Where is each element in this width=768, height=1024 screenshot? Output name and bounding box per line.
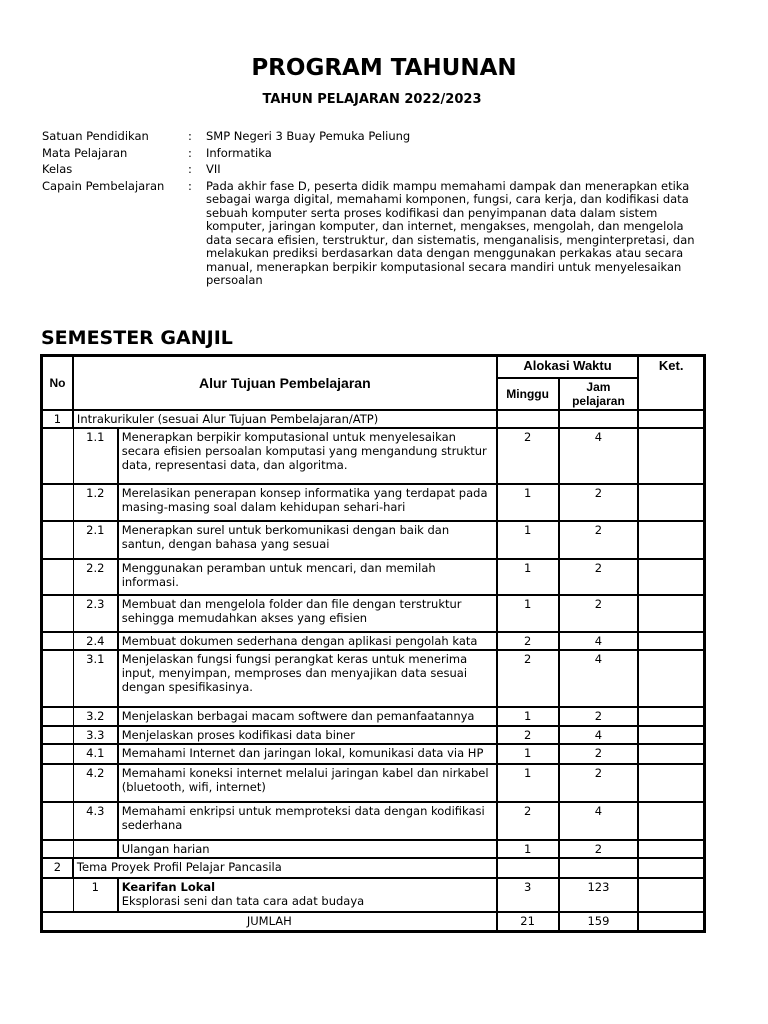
- cell-empty: [42, 595, 73, 632]
- row-ket: [638, 521, 704, 559]
- row-desc: Menjelaskan proses kodifikasi data biner: [118, 726, 497, 744]
- table-row: [42, 840, 704, 858]
- table-row: [42, 632, 704, 650]
- row-jam: 2: [559, 559, 639, 595]
- row-minggu: 2: [497, 632, 559, 650]
- project-minggu: 3: [497, 878, 559, 912]
- info-label: Capain Pembelajaran: [42, 178, 165, 193]
- info-colon: :: [188, 145, 192, 160]
- row-ket: [638, 559, 704, 595]
- row-jam: 2: [559, 484, 639, 521]
- total-minggu: 21: [497, 912, 559, 931]
- row-code: 1.1: [73, 428, 118, 484]
- info-label: Mata Pelajaran: [42, 145, 128, 160]
- project-ket: [638, 878, 704, 912]
- header-no: No: [42, 356, 73, 410]
- section-label: Tema Proyek Profil Pelajar Pancasila: [73, 858, 497, 878]
- header-alokasi: Alokasi Waktu: [497, 356, 639, 378]
- cell-empty: [559, 858, 639, 878]
- info-value: Pada akhir fase D, peserta didik mampu memahami dampak dan menerapkan etika sebagai warga digital, memahami komponen, fungsi, cara kerja, dan kodifikasi data sebuah komputer serta proses kodifikasi dan penyimpanan data dalam sistem komputer, jaringan komputer, dan internet, mengakses, mengolah, dan mengelola data secara efisien, terstruktur, dan sistematis, menganalisis, menginterpretasi, dan melakukan prediksi berdasarkan data dengan menggunakan perkakas atau secara manual, menerapkan berpikir komputasional secara mandiri untuk menyelesaikan persoalan: [206, 178, 695, 287]
- row-jam: 4: [559, 428, 639, 484]
- row-ket: [638, 764, 704, 802]
- row-ket: [638, 428, 704, 484]
- table-row: [42, 484, 704, 521]
- row-jam: 2: [559, 521, 639, 559]
- row-code: 3.2: [73, 707, 118, 726]
- row-ket: [638, 632, 704, 650]
- table-row: [42, 521, 704, 559]
- row-minggu: 2: [497, 726, 559, 744]
- table-row: [42, 650, 704, 707]
- row-desc: Menjelaskan berbagai macam softwere dan pemanfaatannya: [118, 707, 497, 726]
- total-label: JUMLAH: [42, 912, 497, 931]
- header-minggu: Minggu: [497, 378, 559, 410]
- cell-empty: [497, 410, 559, 428]
- row-code: 2.2: [73, 559, 118, 595]
- cell-empty: [42, 559, 73, 595]
- row-ket: [638, 802, 704, 840]
- info-label: Satuan Pendidikan: [42, 129, 149, 143]
- section-row-intrakurikuler: [42, 410, 704, 428]
- row-code: 1.2: [73, 484, 118, 521]
- header-alur: Alur Tujuan Pembelajaran: [73, 356, 497, 410]
- cell-empty: [638, 410, 704, 428]
- total-ket: [638, 912, 704, 931]
- row-ket: [638, 744, 704, 764]
- identity-info: [42, 130, 702, 291]
- section-no: 1: [42, 410, 73, 428]
- header-ket: Ket.: [638, 356, 704, 410]
- row-ket: [638, 840, 704, 858]
- cell-empty: [42, 802, 73, 840]
- row-desc: Membuat dokumen sederhana dengan aplikasi pengolah kata: [118, 632, 497, 650]
- info-label: Kelas: [42, 162, 73, 176]
- header-jam: Jam pelajaran: [559, 378, 639, 410]
- section-no: 2: [42, 858, 73, 878]
- section-label: Intrakurikuler (sesuai Alur Tujuan Pembelajaran/ATP): [73, 410, 497, 428]
- row-minggu: 1: [497, 707, 559, 726]
- cell-empty: [42, 484, 73, 521]
- row-desc: Memahami enkripsi untuk memproteksi data dengan kodifikasi sederhana: [118, 802, 497, 840]
- cell-empty: [42, 650, 73, 707]
- project-title: Kearifan Lokal: [121, 880, 216, 894]
- row-code: 3.1: [73, 650, 118, 707]
- cell-empty: [638, 858, 704, 878]
- cell-empty: [42, 707, 73, 726]
- table-row: [42, 559, 704, 595]
- row-desc: Merelasikan penerapan konsep informatika yang terdapat pada masing-masing soal dalam kehidupan sehari-hari: [118, 484, 497, 521]
- row-minggu: 2: [497, 802, 559, 840]
- table-row: [42, 726, 704, 744]
- row-code: 2.1: [73, 521, 118, 559]
- document-subtitle: TAHUN PELAJARAN 2022/2023: [262, 92, 482, 107]
- cell-empty: [559, 410, 639, 428]
- row-minggu: 1: [497, 521, 559, 559]
- row-minggu: 1: [497, 744, 559, 764]
- row-code: 4.3: [73, 802, 118, 840]
- cell-empty: [42, 726, 73, 744]
- total-row: [42, 912, 704, 931]
- row-desc: Ulangan harian: [118, 840, 497, 858]
- row-jam: 4: [559, 802, 639, 840]
- cell-empty: [42, 521, 73, 559]
- table-row: [42, 595, 704, 632]
- total-jam: 159: [559, 912, 639, 931]
- row-code: 4.1: [73, 744, 118, 764]
- cell-empty: [42, 744, 73, 764]
- row-code: 3.3: [73, 726, 118, 744]
- row-minggu: 1: [497, 840, 559, 858]
- project-code: 1: [73, 878, 118, 912]
- cell-empty: [42, 632, 73, 650]
- project-row: [42, 878, 704, 912]
- info-row-satuan: [42, 130, 702, 144]
- row-jam: 2: [559, 707, 639, 726]
- project-desc: Eksplorasi seni dan tata cara adat budaya: [121, 894, 365, 908]
- row-jam: 2: [559, 764, 639, 802]
- row-code: 4.2: [73, 764, 118, 802]
- row-jam: 4: [559, 650, 639, 707]
- row-minggu: 1: [497, 484, 559, 521]
- row-code: 2.4: [73, 632, 118, 650]
- info-colon: :: [188, 178, 192, 193]
- row-desc: Memahami Internet dan jaringan lokal, komunikasi data via HP: [118, 744, 497, 764]
- row-minggu: 1: [497, 595, 559, 632]
- project-cell: [118, 878, 497, 912]
- cell-empty: [42, 878, 73, 912]
- info-value: VII: [206, 162, 221, 176]
- cell-empty: [42, 428, 73, 484]
- cell-empty: [497, 858, 559, 878]
- row-code: [73, 840, 118, 858]
- row-desc: Menerapkan surel untuk berkomunikasi dengan baik dan santun, dengan bahasa yang sesuai: [118, 521, 497, 559]
- row-jam: 4: [559, 726, 639, 744]
- row-minggu: 2: [497, 428, 559, 484]
- row-ket: [638, 484, 704, 521]
- row-ket: [638, 650, 704, 707]
- document-title: PROGRAM TAHUNAN: [251, 55, 517, 81]
- info-colon: :: [188, 162, 192, 176]
- row-jam: 2: [559, 744, 639, 764]
- info-value: SMP Negeri 3 Buay Pemuka Peliung: [206, 129, 411, 143]
- row-minggu: 2: [497, 650, 559, 707]
- row-jam: 2: [559, 595, 639, 632]
- row-minggu: 1: [497, 559, 559, 595]
- row-ket: [638, 707, 704, 726]
- row-desc: Menggunakan peramban untuk mencari, dan memilah informasi.: [118, 559, 497, 595]
- row-desc: Menerapkan berpikir komputasional untuk menyelesaikan secara efisien persoalan komputasi yang mengandung struktur data, representasi data, dan algoritma.: [118, 428, 497, 484]
- info-row-kelas: [42, 163, 702, 177]
- table-row: [42, 764, 704, 802]
- row-desc: Memahami koneksi internet melalui jaringan kabel dan nirkabel (bluetooth, wifi, internet): [118, 764, 497, 802]
- section-row-projek: [42, 858, 704, 878]
- info-value: Informatika: [206, 145, 272, 160]
- semester-title: SEMESTER GANJIL: [41, 327, 233, 349]
- info-colon: :: [188, 129, 192, 143]
- row-code: 2.3: [73, 595, 118, 632]
- row-jam: 2: [559, 840, 639, 858]
- cell-empty: [42, 840, 73, 858]
- table-row: [42, 707, 704, 726]
- project-jam: 123: [559, 878, 639, 912]
- table-row: [42, 744, 704, 764]
- info-row-mapel: [42, 147, 702, 161]
- info-row-capaian: [42, 180, 702, 288]
- row-ket: [638, 595, 704, 632]
- cell-empty: [42, 764, 73, 802]
- row-jam: 4: [559, 632, 639, 650]
- row-ket: [638, 726, 704, 744]
- program-table: [40, 354, 706, 933]
- row-desc: Menjelaskan fungsi fungsi perangkat keras untuk menerima input, menyimpan, memproses dan menyajikan data sesuai dengan spesifikasinya.: [118, 650, 497, 707]
- row-desc: Membuat dan mengelola folder dan file dengan terstruktur sehingga memudahkan akses yang efisien: [118, 595, 497, 632]
- table-row: [42, 428, 704, 484]
- table-row: [42, 802, 704, 840]
- row-minggu: 1: [497, 764, 559, 802]
